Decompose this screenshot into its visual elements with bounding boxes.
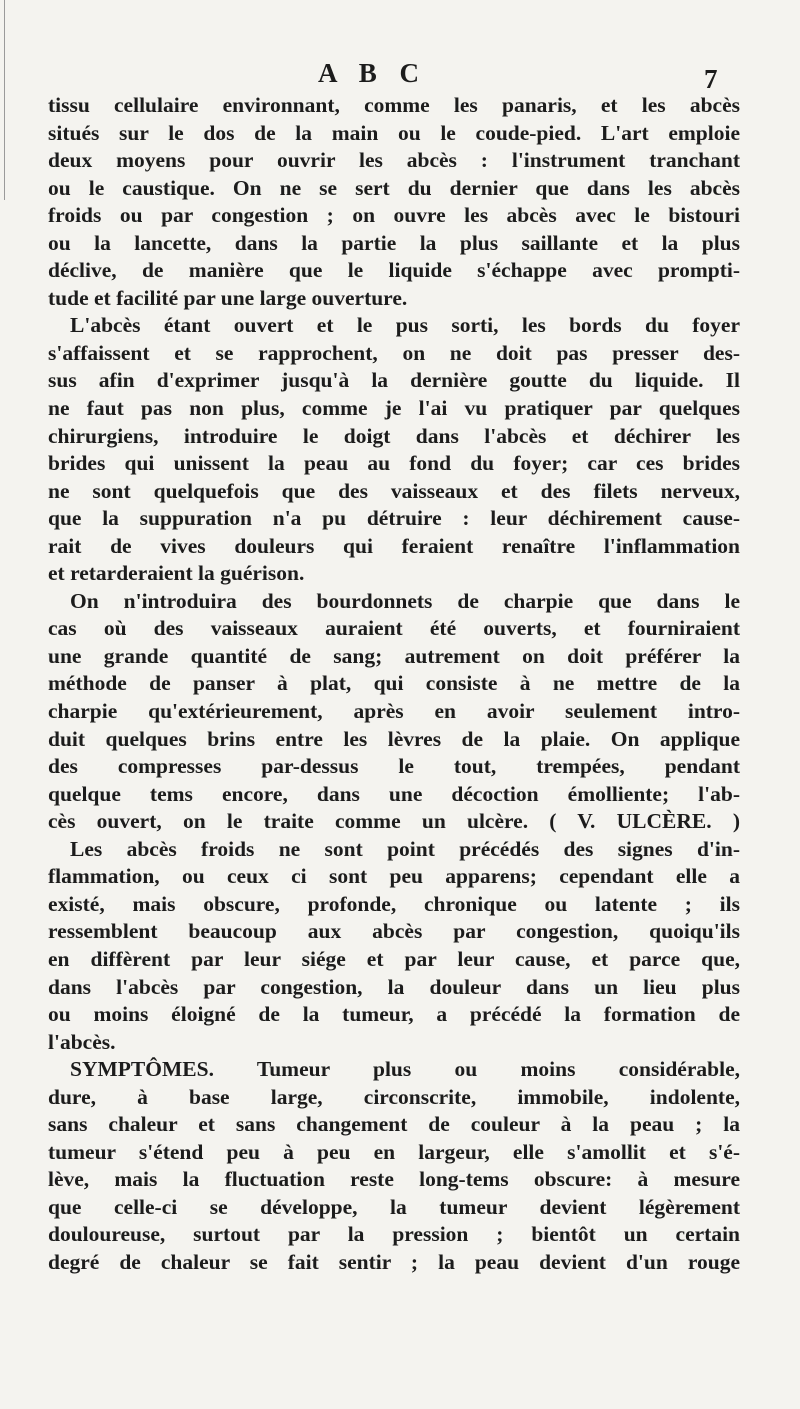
text-line: froids ou par congestion ; on ouvre les abcès avec le bistouri (48, 203, 740, 228)
text-line: déclive, de manière que le liquide s'échappe avec prompti- (48, 258, 740, 283)
text-line: en diffèrent par leur siége et par leur cause, et parce que, (48, 946, 740, 971)
text-line: On n'introduira des bourdonnets de charpie que dans le (70, 588, 740, 613)
text-line: cès ouvert, on le traite comme un ulcère. ( V. ULCÈRE. ) (48, 809, 740, 834)
text-line: sans chaleur et sans changement de couleur à la peau ; la (48, 1112, 740, 1137)
body-text (48, 92, 740, 1277)
text-line: ou le caustique. On ne se sert du dernier que dans les abcès (48, 175, 740, 200)
text-line: lève, mais la fluctuation reste long-tems obscure: à mesure (48, 1167, 740, 1192)
text-line: charpie qu'extérieurement, après en avoir seulement intro- (48, 699, 740, 724)
text-line: et retarderaient la guérison. (48, 561, 305, 586)
text-line: SYMPTÔMES. Tumeur plus ou moins considérable, (70, 1057, 740, 1082)
text-line: flammation, ou ceux ci sont peu apparens; cependant elle a (48, 864, 740, 889)
text-line: degré de chaleur se fait sentir ; la peau devient d'un rouge (48, 1249, 740, 1274)
text-line: cas où des vaisseaux auraient été ouverts, et fourniraient (48, 616, 740, 641)
text-line: méthode de panser à plat, qui consiste à ne mettre de la (48, 671, 740, 696)
text-line: douloureuse, surtout par la pression ; bientôt un certain (48, 1222, 740, 1247)
text-line: tissu cellulaire environnant, comme les panaris, et les abcès (48, 93, 740, 117)
text-line: dans l'abcès par congestion, la douleur dans un lieu plus (48, 974, 740, 999)
text-line: que la suppuration n'a pu détruire : leur déchirement cause- (48, 506, 740, 531)
text-line: Les abcès froids ne sont point précédés des signes d'in- (70, 836, 740, 861)
running-head: A B C (318, 58, 428, 88)
text-line: duit quelques brins entre les lèvres de la plaie. On applique (48, 726, 740, 751)
text-line: brides qui unissent la peau au fond du foyer; car ces brides (48, 451, 740, 476)
text-line: ressemblent beaucoup aux abcès par congestion, quoiqu'ils (48, 919, 740, 944)
text-line: ou la lancette, dans la partie la plus saillante et la plus (48, 230, 740, 255)
text-line: tude et facilité par une large ouverture. (48, 285, 408, 310)
text-line: rait de vives douleurs qui feraient renaître l'inflammation (48, 533, 740, 558)
text-line: des compresses par-dessus le tout, trempées, pendant (48, 754, 740, 779)
text-line: sus afin d'exprimer jusqu'à la dernière goutte du liquide. Il (48, 368, 740, 393)
text-line: L'abcès étant ouvert et le pus sorti, les bords du foyer (70, 313, 740, 338)
text-line: situés sur le dos de la main ou le coude-pied. L'art emploie (48, 120, 740, 145)
text-line: deux moyens pour ouvrir les abcès : l'instrument tranchant (48, 148, 740, 173)
text-line: ou moins éloigné de la tumeur, a précédé la formation de (48, 1002, 740, 1027)
text-line: existé, mais obscure, profonde, chronique ou latente ; ils (48, 891, 740, 916)
page-number: 7 (704, 64, 718, 94)
text-line: une grande quantité de sang; autrement on doit préférer la (48, 643, 740, 668)
text-line: ne faut pas non plus, comme je l'ai vu pratiquer par quelques (48, 396, 740, 421)
text-line: quelque tems encore, dans une décoction émolliente; l'ab- (48, 781, 740, 806)
page-edge-line (4, 0, 5, 200)
text-line: dure, à base large, circonscrite, immobile, indolente, (48, 1084, 740, 1109)
text-line: ne sont quelquefois que des vaisseaux et des filets nerveux, (48, 478, 740, 503)
text-line: l'abcès. (48, 1029, 116, 1054)
text-line: que celle-ci se développe, la tumeur devient légèrement (48, 1194, 740, 1219)
text-line: chirurgiens, introduire le doigt dans l'abcès et déchirer les (48, 423, 740, 448)
text-line: s'affaissent et se rapprochent, on ne doit pas presser des- (48, 340, 740, 365)
text-line: tumeur s'étend peu à peu en largeur, elle s'amollit et s'é- (48, 1139, 740, 1164)
